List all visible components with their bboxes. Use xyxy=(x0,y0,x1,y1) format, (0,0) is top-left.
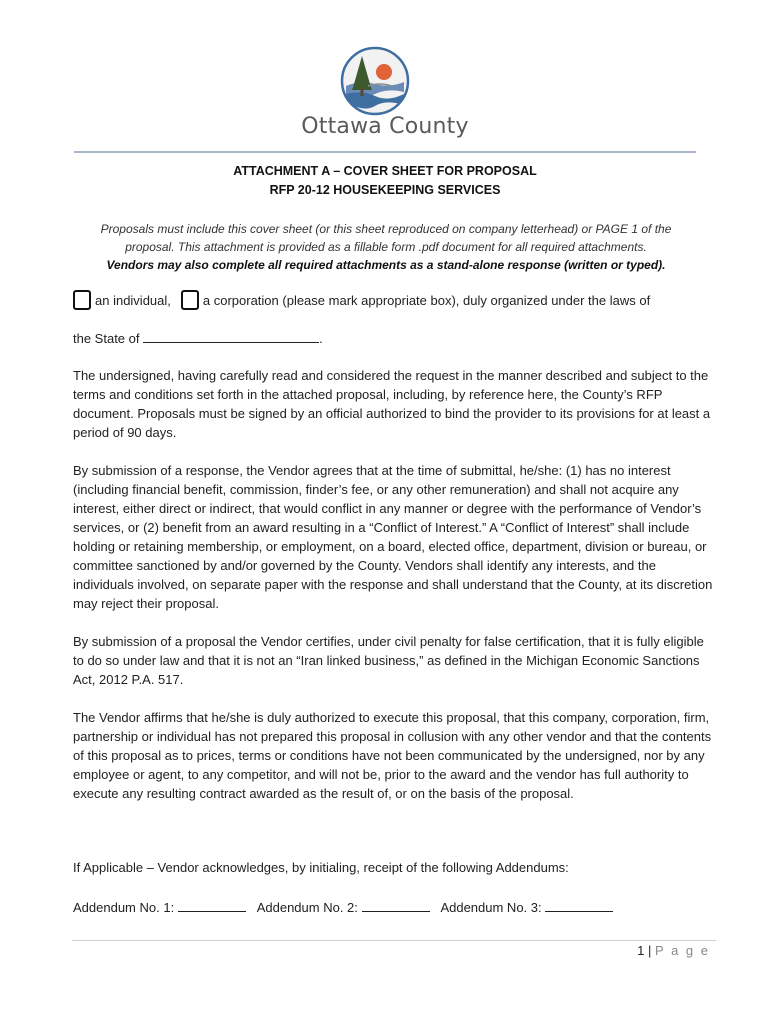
paragraph-conflict-of-interest: By submission of a response, the Vendor agrees that at the time of submittal, he/she: (1) has no interest (including financial benefit, commission, finder’s fee, or any other remuneration) and shall not acquire any interest, either direct or indirect, that would conflict in any manner or degree with the performance of Vendor’s services, or (2) benefit from an award resulting in a “Conflict of Interest.” A “Conflict of Interest” shall include holding or retaining membership, or employment, on a board, elected office, department, division or bureau, or committee sanctioned by and/or governed by the County. Vendors shall identify any interests, and the individuals involved, on separate paper with the response and shall understand that the County, at its discretion may reject their proposal. xyxy=(73,463,713,611)
page-number: 1 xyxy=(637,943,645,958)
addendum-2-field[interactable] xyxy=(362,897,430,912)
addendum-1-label: Addendum No. 1: xyxy=(73,900,175,915)
individual-label: an individual, xyxy=(95,292,171,308)
intro-text: Proposals must include this cover sheet (or this sheet reproduced on company letterhead) or PAGE 1 of the proposal. This attachment is provided as a fillable form .pdf document for all required attachments. xyxy=(100,222,672,254)
addendum-3-label: Addendum No. 3: xyxy=(440,900,542,915)
addenda-row xyxy=(73,897,713,917)
addendum-3-field[interactable] xyxy=(545,897,613,912)
header-rule xyxy=(74,151,696,153)
org-name: Ottawa County xyxy=(301,114,469,139)
corporation-label: a corporation (please mark appropriate box), duly organized under the laws of xyxy=(202,292,651,308)
paragraph-vendor-affirmation: The Vendor affirms that he/she is duly authorized to execute this proposal, that this company, corporation, firm, partnership or individual has not prepared this proposal in collusion with any other vendor and that the contents of this proposal as to prices, terms or conditions have not been communicated by the undersigned, nor by any employee or agent, to any competitor, and will not be, prior to the award and the vendor has full authority to execute any resulting contract awarded as the result of, or on the basis of the proposal. xyxy=(73,710,712,801)
footer-rule xyxy=(72,940,716,941)
corporation-checkbox[interactable] xyxy=(181,290,199,310)
document-subtitle: RFP 20-12 HOUSEKEEPING SERVICES xyxy=(269,183,501,197)
intro-bold-text: Vendors may also complete all required attachments as a stand-alone response (written or typed). xyxy=(106,258,666,272)
entity-type-row xyxy=(73,290,713,310)
state-field[interactable] xyxy=(143,328,319,343)
addenda-intro: If Applicable – Vendor acknowledges, by initialing, receipt of the following Addendums: xyxy=(73,860,569,875)
page-word: P a g e xyxy=(655,943,710,958)
state-suffix: . xyxy=(319,331,323,346)
page-footer xyxy=(637,943,710,958)
document-title: ATTACHMENT A – COVER SHEET FOR PROPOSAL xyxy=(233,164,537,178)
state-label: the State of xyxy=(73,331,140,346)
state-row xyxy=(73,328,713,348)
intro-instructions xyxy=(80,220,692,274)
paragraph-iran-certification: By submission of a proposal the Vendor certifies, under civil penalty for false certification, that it is fully eligible to do so under law and that it is not an “Iran linked business,” as defined in the Michigan Economic Sanctions Act, 2012 P.A. 517. xyxy=(73,634,704,687)
addendum-1-field[interactable] xyxy=(178,897,246,912)
county-seal-icon xyxy=(340,46,410,116)
page-separator: | xyxy=(648,943,652,958)
individual-checkbox[interactable] xyxy=(73,290,91,310)
paragraph-terms: The undersigned, having carefully read and considered the request in the manner described and subject to the terms and conditions set forth in the attached proposal, including, by reference here, the County’s RFP document. Proposals must be signed by an official authorized to bind the provider to its provisions for at least a period of 90 days. xyxy=(73,368,711,440)
addendum-2-label: Addendum No. 2: xyxy=(256,900,358,915)
